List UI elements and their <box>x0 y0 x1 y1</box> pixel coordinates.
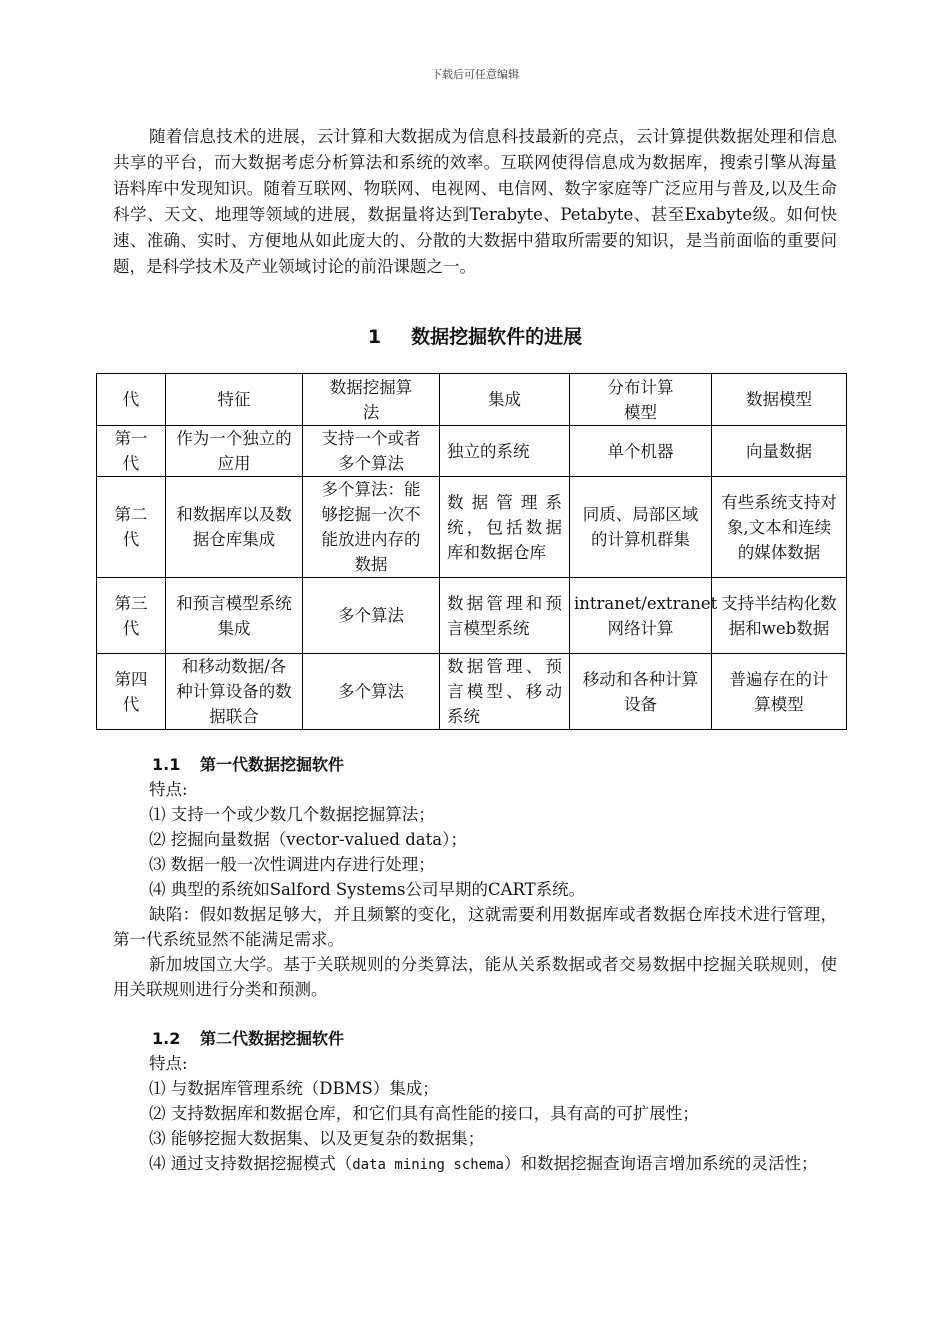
subsection-body <box>113 1051 837 1178</box>
table-cell: 第一代 <box>97 426 166 477</box>
defect-paragraph: 缺陷：假如数据足够大，并且频繁的变化，这就需要利用数据库或者数据仓库技术进行管理，第一代系统显然不能满足需求。 <box>113 905 837 949</box>
table-row <box>97 477 847 578</box>
subsection-title <box>152 752 344 775</box>
table-cell: 数据管理和预言模型系统 <box>440 578 570 654</box>
table-cell: 多个算法：能够挖掘一次不能放进内存的数据 <box>303 477 440 578</box>
subsection-number: 1.2 <box>152 1029 181 1048</box>
table-cell: intranet/extranet网络计算 <box>570 578 712 654</box>
table-cell: 和数据库以及数据仓库集成 <box>166 477 303 578</box>
subsection-title-text: 第一代数据挖掘软件 <box>200 755 345 774</box>
subsection-title-text: 第二代数据挖掘软件 <box>200 1029 345 1048</box>
table-cell: 多个算法 <box>303 654 440 730</box>
generation-table <box>96 373 847 730</box>
intro-paragraph: 随着信息技术的进展，云计算和大数据成为信息科技最新的亮点，云计算提供数据处理和信息共享的平台，而大数据考虑分析算法和系统的效率。互联网使得信息成为数据库，搜索引擎从海量语料库中发现知识。随着互联网、物联网、电视网、电信网、数字家庭等广泛应用与普及,以及生命科学、天文、地理等领域的进展，数据量将达到Terabyte、Petabyte、甚至Exabyte级。如何快速、准确、实时、方便地从如此庞大的、分散的大数据中猎取所需要的知识，是当前面临的重要问题，是科学技术及产业领域讨论的前沿课题之一。 <box>113 127 837 276</box>
table-cell: 支持一个或者多个算法 <box>303 426 440 477</box>
table-cell: 移动和各种计算设备 <box>570 654 712 730</box>
table-cell: 向量数据 <box>712 426 847 477</box>
list-item: ⑴ 与数据库管理系统（DBMS）集成； <box>149 1079 439 1098</box>
list-item: ⑶ 数据一般一次性调进内存进行处理； <box>149 855 435 874</box>
table-header-cell: 数据模型 <box>712 374 847 426</box>
section-number: 1 <box>367 326 382 348</box>
table-cell: 多个算法 <box>303 578 440 654</box>
list-item: ⑶ 能够挖掘大数据集、以及更复杂的数据集； <box>149 1129 485 1148</box>
table-cell: 独立的系统 <box>440 426 570 477</box>
subsection-body <box>113 777 837 1002</box>
list-item: ⑴ 支持一个或少数几个数据挖掘算法； <box>149 805 435 824</box>
table-header-cell: 数据挖掘算法 <box>303 374 440 426</box>
subsection-title <box>152 1026 344 1049</box>
section-title <box>0 322 950 349</box>
table-cell: 和预言模型系统集成 <box>166 578 303 654</box>
table-header-cell: 特征 <box>166 374 303 426</box>
table-header-cell: 集成 <box>440 374 570 426</box>
table-header-row <box>97 374 847 426</box>
list-item-code: data mining schema <box>352 1157 504 1173</box>
table-row <box>97 578 847 654</box>
page-header: 下载后可任意编辑 <box>431 68 519 81</box>
list-item-text: ）和数据挖掘查询语言增加系统的灵活性； <box>503 1154 818 1173</box>
table-cell: 数据管理系统，包括数据库和数据仓库 <box>440 477 570 578</box>
list-item: ⑵ 支持数据库和数据仓库，和它们具有高性能的接口，具有高的可扩展性； <box>149 1104 699 1123</box>
table-cell: 和移动数据/各种计算设备的数据联合 <box>166 654 303 730</box>
table-cell: 支持半结构化数据和web数据 <box>712 578 847 654</box>
table-row <box>97 654 847 730</box>
table-cell: 第四代 <box>97 654 166 730</box>
features-label: 特点: <box>149 1054 188 1073</box>
table-cell: 普遍存在的计算模型 <box>712 654 847 730</box>
example-paragraph: 新加坡国立大学。基于关联规则的分类算法，能从关系数据或者交易数据中挖掘关联规则，使用关联规则进行分类和预测。 <box>113 955 837 999</box>
list-item-text: ⑷ 通过支持数据挖掘模式（ <box>149 1154 353 1173</box>
table-cell: 单个机器 <box>570 426 712 477</box>
table-cell: 数据管理、预言模型、移动系统 <box>440 654 570 730</box>
table-cell: 第二代 <box>97 477 166 578</box>
list-item <box>113 1151 837 1178</box>
table-cell: 同质、局部区域的计算机群集 <box>570 477 712 578</box>
table-header-cell: 代 <box>97 374 166 426</box>
table-cell: 作为一个独立的应用 <box>166 426 303 477</box>
table-cell: 有些系统支持对象,文本和连续的媒体数据 <box>712 477 847 578</box>
features-label: 特点: <box>149 780 188 799</box>
list-item: ⑵ 挖掘向量数据（vector-valued data）； <box>149 830 467 849</box>
table-row <box>97 426 847 477</box>
table-header-cell: 分布计算模型 <box>570 374 712 426</box>
list-item: ⑷ 典型的系统如Salford Systems公司早期的CART系统。 <box>149 880 586 899</box>
table-cell: 第三代 <box>97 578 166 654</box>
subsection-number: 1.1 <box>152 755 181 774</box>
section-title-text: 数据挖掘软件的进展 <box>411 326 583 348</box>
